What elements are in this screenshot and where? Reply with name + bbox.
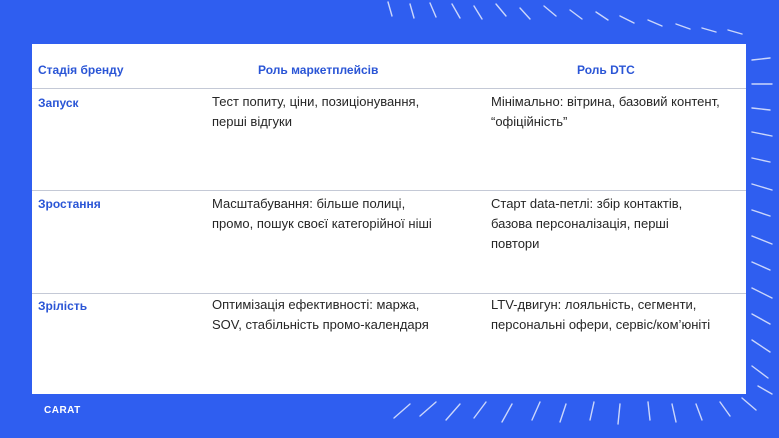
marketplace-cell-maturity: Оптимізація ефективності: маржа, SOV, стабільність промо-календаря: [212, 297, 429, 332]
row-divider: [32, 88, 746, 89]
marketplace-cell-launch: Тест попиту, ціни, позиціонування, перші відгуки: [212, 94, 420, 129]
row-divider: [32, 190, 746, 191]
header-marketplace-role: Роль маркетплейсів: [258, 63, 379, 77]
dtc-cell-growth: Старт data-петлі: збір контактів, базова персоналізація, перші повтори: [491, 196, 683, 251]
dtc-cell-maturity: LTV-двигун: лояльність, сегменти, персональні офери, сервіс/ком’юніті: [491, 297, 711, 332]
stage-launch: Запуск: [38, 96, 79, 110]
header-stage: Стадія бренду: [38, 63, 124, 77]
header-dtc-role: Роль DTC: [577, 63, 635, 77]
dtc-cell-launch: Мінімально: вітрина, базовий контент, “офіційність”: [491, 94, 720, 129]
stage-growth: Зростання: [38, 197, 101, 211]
carat-logo: CARAT: [44, 405, 81, 416]
row-divider: [32, 293, 746, 294]
marketplace-cell-growth: Масштабування: більше полиці, промо, пошук своєї категорійної ніші: [212, 196, 432, 231]
table-panel: [32, 44, 746, 394]
stage-maturity: Зрілість: [38, 299, 88, 313]
